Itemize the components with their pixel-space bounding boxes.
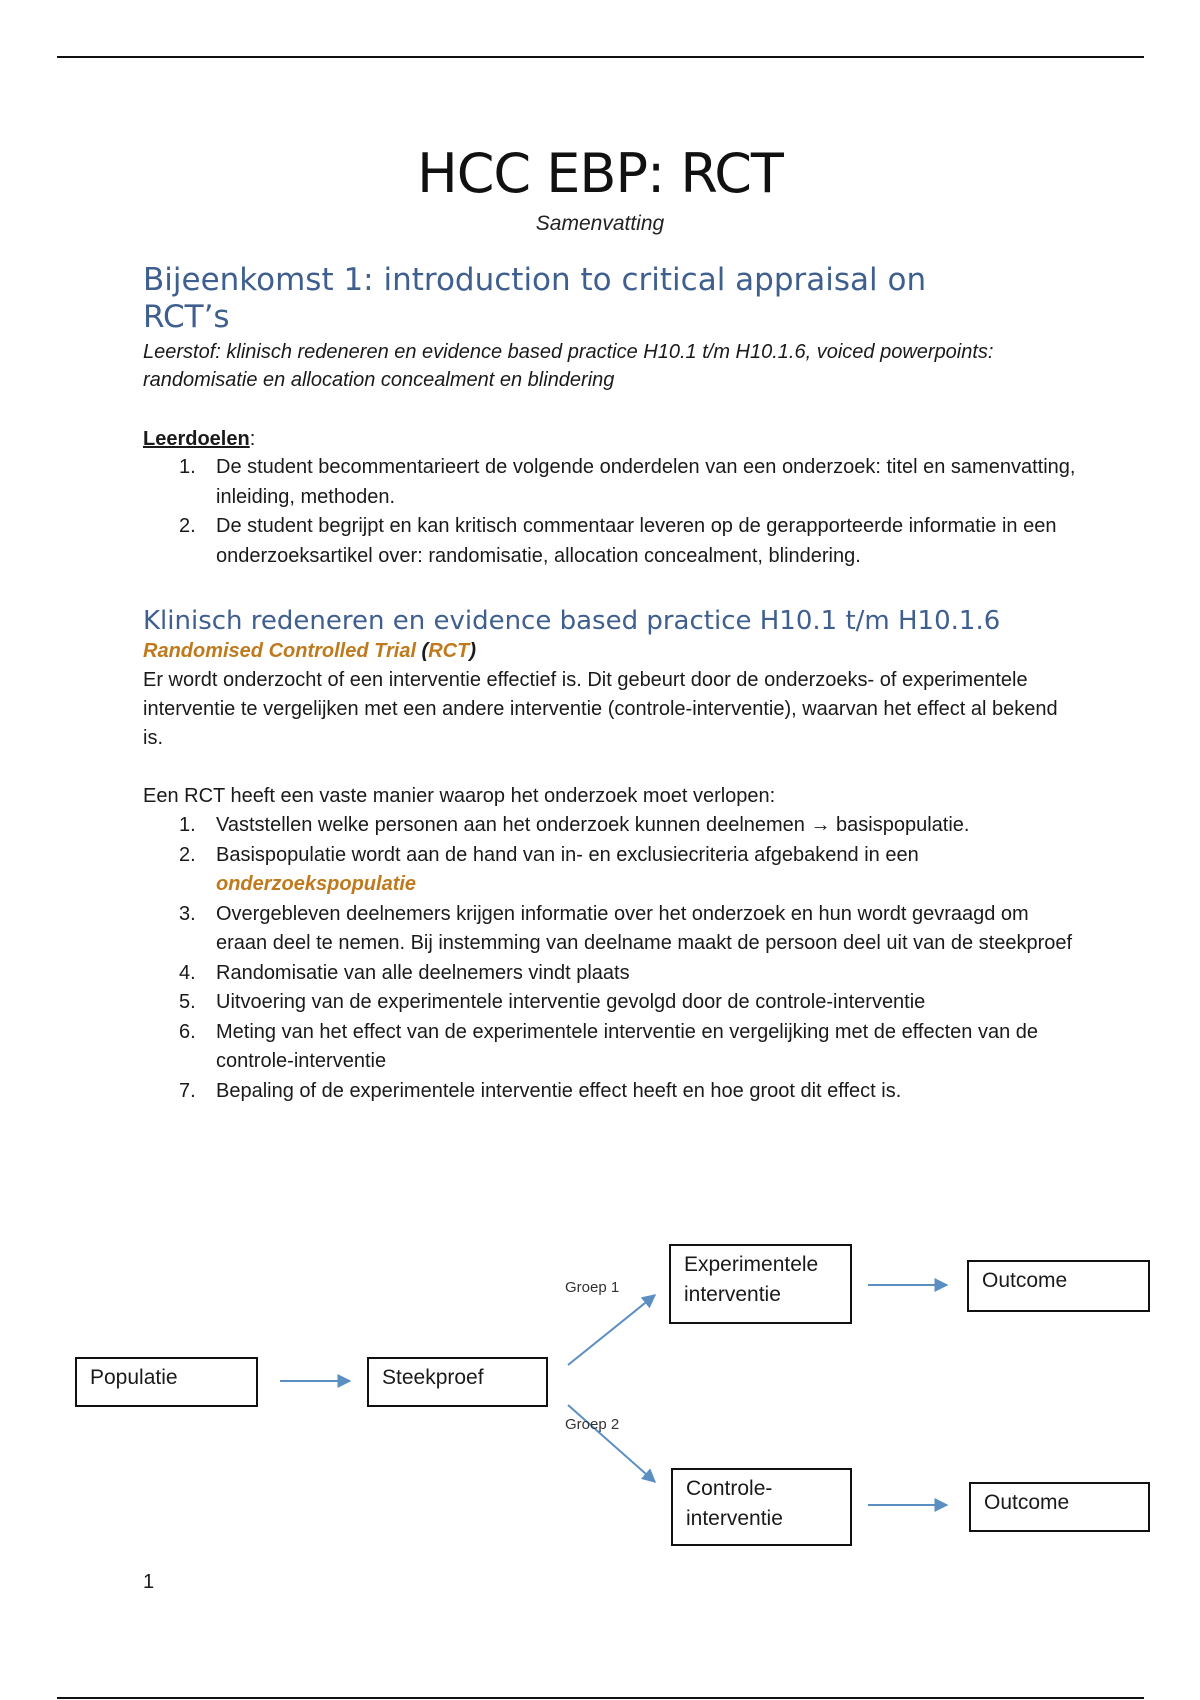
page-number: 1: [143, 1571, 155, 1593]
list-text: Overgebleven deelnemers krijgen informatie over het onderzoek en hun wordt gevraagd om eraan deel te nemen. Bij instemming van deelname maakt de persoon deel uit van de steekproef: [216, 902, 1073, 954]
controle-interventie-box: Controle-interventie: [671, 1468, 852, 1546]
list-number: 7.: [179, 1079, 196, 1102]
list-text: Bepaling of de experimentele interventie effect heeft en hoe groot dit effect is.: [216, 1079, 902, 1102]
list-number: 5.: [179, 991, 196, 1013]
rct-steps-intro: Een RCT heeft een vaste manier waarop het onderzoek moet verlopen:: [143, 785, 776, 807]
steekproef-box: Steekproef: [367, 1357, 548, 1407]
list-number: 1.: [179, 456, 196, 478]
rct-term-abbr: RCT: [428, 640, 470, 662]
list-text: Vaststellen welke personen aan het onderzoek kunnen deelnemen → basispopulatie.: [216, 814, 970, 836]
rct-description: Er wordt onderzocht of een interventie effectief is. Dit gebeurt door de onderzoeks- of experimentele interventie te vergelijken met een andere interventie (controle-interventie), waarvan het effect al bekend is.: [143, 669, 1058, 749]
list-number: 6.: [179, 1020, 196, 1043]
groep1-label: Groep 1: [565, 1279, 620, 1296]
list-text: Randomisatie van alle deelnemers vindt plaats: [216, 961, 630, 984]
list-text: De student becommentarieert de volgende onderdelen van een onderzoek: titel en samenvatting, inleiding, methoden.: [216, 456, 1076, 508]
document-title: HCC EBP: RCT: [417, 142, 783, 205]
groep2-label: Groep 2: [565, 1416, 620, 1433]
outcome-box-2: Outcome: [969, 1482, 1150, 1532]
leerstof-text: Leerstof: klinisch redeneren en evidence based practice H10.1 t/m H10.1.6, voiced powerpoints: randomisatie en allocation concealment en blindering: [143, 341, 994, 391]
outcome-box-1: Outcome: [967, 1260, 1150, 1312]
list-text: Uitvoering van de experimentele interventie gevolgd door de controle-interventie: [216, 991, 926, 1013]
section2-heading: Klinisch redeneren en evidence based practice H10.1 t/m H10.1.6: [143, 606, 1001, 636]
leerdoelen-label: Leerdoelen: [143, 428, 250, 450]
section1-heading: Bijeenkomst 1: introduction to critical appraisal on RCT’s: [143, 262, 927, 335]
list-text: Basispopulatie wordt aan de hand van in- en exclusiecriteria afgebakend in een: [216, 843, 919, 866]
list-number: 2.: [179, 515, 196, 537]
list-text: Meting van het effect van de experimentele interventie en vergelijking met de effecten van de controle-interventie: [216, 1020, 1038, 1072]
document-subtitle: Samenvatting: [535, 212, 665, 235]
list-number: 3.: [179, 902, 196, 925]
rct-term-close: ): [469, 640, 476, 662]
list-number: 2.: [179, 843, 196, 866]
populatie-box: Populatie: [75, 1357, 258, 1407]
bottom-rule: [57, 1697, 1144, 1699]
rct-term-text: Randomised Controlled Trial: [143, 640, 416, 662]
list-text: De student begrijpt en kan kritisch commentaar leveren op de gerapporteerde informatie in een onderzoeksartikel over: randomisatie, allocation concealment, blindering.: [216, 515, 1057, 567]
leerdoelen-colon: :: [249, 428, 256, 450]
onderzoekspopulatie-term: onderzoekspopulatie: [216, 873, 417, 895]
experimentele-interventie-box: Experimentele interventie: [669, 1244, 852, 1324]
arrow-groep1: [568, 1295, 655, 1365]
list-number: 4.: [179, 961, 196, 984]
rct-term-open: (: [416, 640, 429, 662]
list-number: 1.: [179, 814, 196, 836]
